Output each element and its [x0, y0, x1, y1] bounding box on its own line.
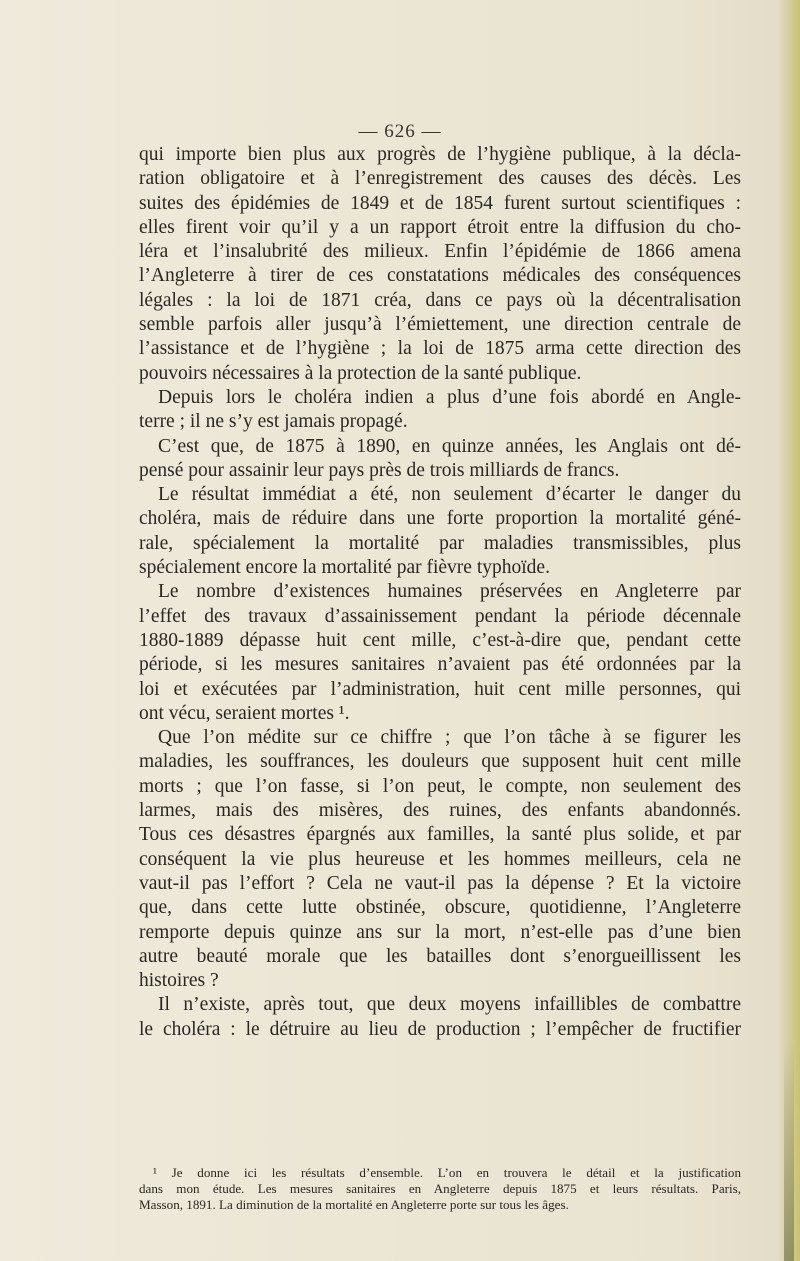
text-line: 1880-1889 dépasse huit cent mille, c’est-à-dire que, pendant cette: [139, 629, 741, 651]
text-line: période, si les mesures sanitaires n’avaient pas été ordonnées par la: [139, 654, 741, 676]
footnote: [139, 1165, 741, 1214]
text-line: Il n’existe, après tout, que deux moyens infaillibles de combattre: [158, 994, 741, 1016]
text-line: suites des épidémies de 1849 et de 1854 furent surtout scientifiques :: [139, 192, 741, 214]
footnote-line: ¹ Je donne ici les résultats d’ensemble. L’on en trouvera le détail et la justification: [153, 1165, 741, 1180]
text-line: l’effet des travaux d’assainissement pendant la période décennale: [139, 605, 741, 627]
text-line: autre beauté morale que les batailles dont s’enorgueillissent les: [139, 945, 741, 967]
text-line: loi et exécutées par l’administration, huit cent mille personnes, qui: [139, 678, 741, 700]
page-edge-stain: [784, 1040, 794, 1261]
text-line: elles firent voir qu’il y a un rapport étroit entre la diffusion du cho-: [139, 216, 741, 238]
text-line: Tous ces désastres épargnés aux familles, la santé plus solide, et par: [139, 824, 741, 846]
text-line: que, dans cette lutte obstinée, obscure, quotidienne, l’Angleterre: [139, 897, 741, 919]
text-line: terre ; il ne s’y est jamais propagé.: [139, 411, 408, 433]
text-line: maladies, les souffrances, les douleurs que supposent huit cent mille: [139, 751, 741, 773]
text-line: remporte depuis quinze ans sur la mort, n’est-elle pas d’une bien: [139, 921, 741, 943]
page-number: — 626 —: [358, 121, 442, 142]
text-line: choléra, mais de réduire dans une forte proportion la mortalité géné-: [139, 508, 741, 530]
text-line: Le résultat immédiat a été, non seulement d’écarter le danger du: [158, 484, 741, 506]
text-line: conséquent la vie plus heureuse et les hommes meilleurs, cela ne: [139, 848, 741, 870]
text-line: Que l’on médite sur ce chiffre ; que l’on tâche à se figurer les: [158, 727, 741, 749]
text-line: histoires ?: [139, 970, 219, 992]
footnote-line: Masson, 1891. La diminution de la mortalité en Angleterre porte sur tous les âges.: [139, 1197, 569, 1213]
text-line: qui importe bien plus aux progrès de l’hygiène publique, à la décla-: [139, 144, 741, 165]
text-line: larmes, mais des misères, des ruines, des enfants abandonnés.: [139, 800, 741, 822]
text-line: ration obligatoire et à l’enregistrement des causes des décès. Les: [139, 168, 741, 190]
body-text: [139, 143, 741, 1042]
text-line: l’assistance et de l’hygiène ; la loi de 1875 arma cette direction des: [139, 338, 741, 360]
text-line: légales : la loi de 1871 créa, dans ce pays où la décentralisation: [139, 289, 741, 311]
text-line: ont vécu, seraient mortes ¹.: [139, 702, 350, 724]
text-line: pouvoirs nécessaires à la protection de la santé publique.: [139, 362, 582, 384]
footnote-line: dans mon étude. Les mesures sanitaires en Angleterre depuis 1875 et leurs résultats. Paris,: [139, 1181, 741, 1197]
text-line: pensé pour assainir leur pays près de trois milliards de francs.: [139, 459, 620, 481]
text-line: Depuis lors le choléra indien a plus d’une fois abordé en Angle-: [158, 386, 741, 408]
text-line: l’Angleterre à tirer de ces constatations médicales des conséquences: [139, 265, 741, 287]
text-line: léra et l’insalubrité des milieux. Enfin l’épidémie de 1866 amena: [139, 241, 741, 263]
text-line: le choléra : le détruire au lieu de production ; l’empêcher de fructifier: [139, 1018, 741, 1040]
text-line: rale, spécialement la mortalité par maladies transmissibles, plus: [139, 532, 741, 554]
text-line: C’est que, de 1875 à 1890, en quinze années, les Anglais ont dé-: [158, 435, 741, 457]
text-line: spécialement encore la mortalité par fièvre typhoïde.: [139, 557, 550, 579]
text-line: semble parfois aller jusqu’à l’émiettement, une direction centrale de: [139, 314, 741, 336]
text-line: Le nombre d’existences humaines préservées en Angleterre par: [158, 581, 741, 603]
text-line: vaut-il pas l’effort ? Cela ne vaut-il pas la dépense ? Et la victoire: [139, 872, 741, 894]
text-line: morts ; que l’on fasse, si l’on peut, le compte, non seulement des: [139, 775, 741, 797]
